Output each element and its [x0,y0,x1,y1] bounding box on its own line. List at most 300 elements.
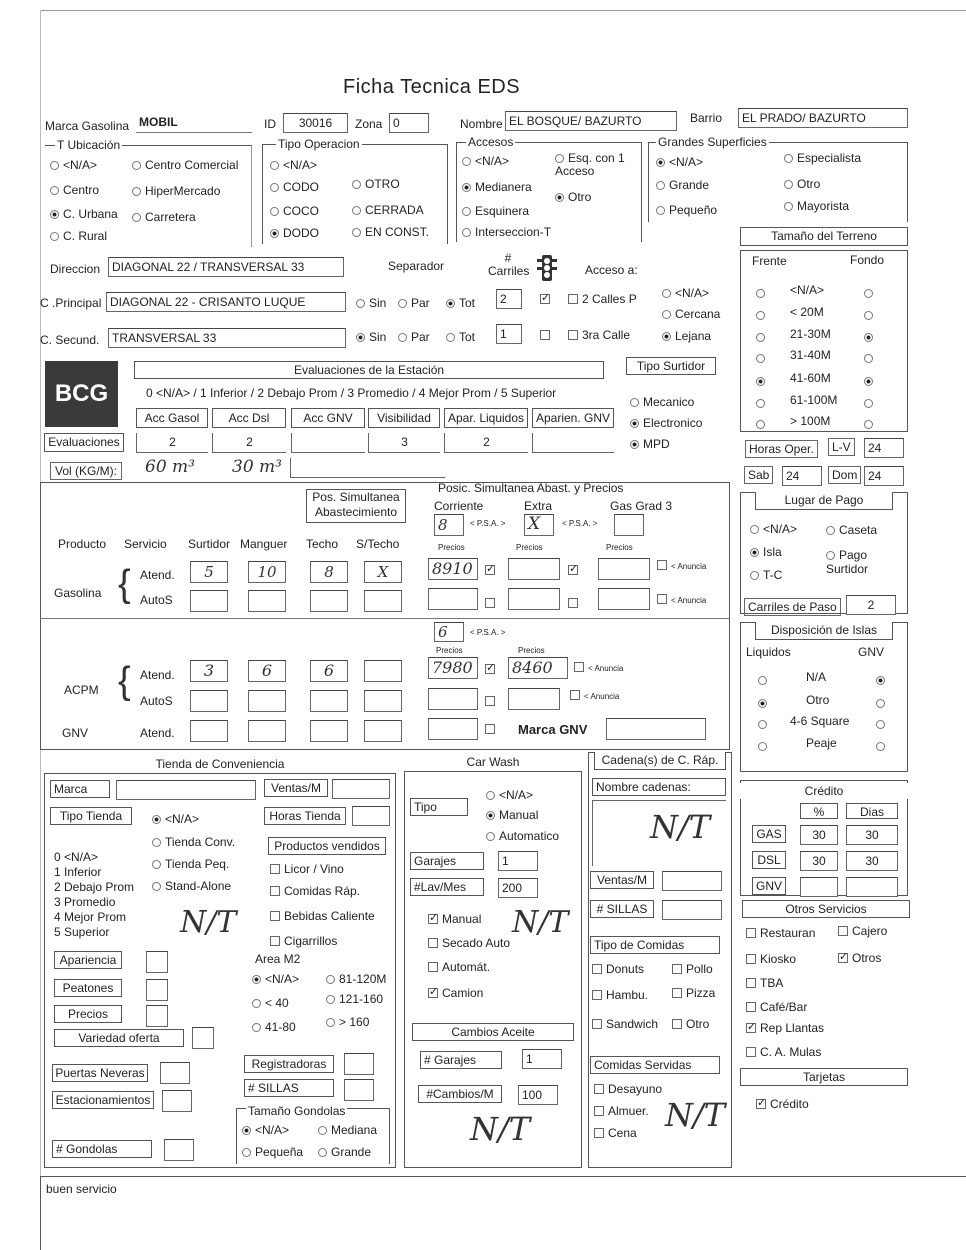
accesos-esquinera[interactable]: Esquinera [462,204,529,218]
terreno-frente: Frente [752,254,787,268]
tipo-op-cerrada[interactable]: CERRADA [352,203,424,217]
pago-title: Lugar de Pago [755,492,893,510]
acpm-precio-1[interactable]: 7980 [428,657,478,679]
acpm-psa: < P.S.A. > [470,628,506,637]
tienda-tipo-stand[interactable]: Stand-Alone [152,879,231,893]
terreno-frente-radio-4[interactable] [756,374,769,388]
acpm-autos-precio-1[interactable] [428,688,478,710]
eval-val-1[interactable]: 2 [212,433,286,453]
credito-row-dias-0[interactable]: 30 [846,825,898,845]
servida-desayuno[interactable]: Desayuno [594,1082,662,1096]
gas-autos-3[interactable] [364,590,402,612]
cw-chk-camion[interactable]: ✓Camion [428,986,483,1000]
gas-autos-2[interactable] [310,590,348,612]
gnv-precio-chk[interactable] [485,722,499,736]
terreno-opt-6: > 100M [790,414,831,428]
terreno-opt-2: 21-30M [790,327,831,341]
gas-autos-precio-1[interactable] [428,588,478,610]
tipo-op-codo[interactable]: CODO [270,180,319,194]
pago-tc[interactable]: T-C [750,568,782,582]
terreno-fondo-radio-2[interactable] [864,330,877,344]
credito-row-pct-0[interactable]: 30 [800,825,838,845]
pago-na[interactable]: <N/A> [750,522,797,536]
accesos-title: Accesos [468,135,514,149]
secund-par[interactable]: Par [398,330,430,344]
acpm-atend-label: Atend. [140,668,175,682]
acpm-autos-label: AutoS [140,694,173,708]
gas-atend-1[interactable]: 10 [248,561,286,583]
estacion-label: Estacionamientos [52,1091,154,1109]
otros-cafe[interactable]: Café/Bar [746,1000,807,1014]
prod-licor[interactable]: Licor / Vino [270,862,344,876]
cw-chk-automat[interactable]: Automát. [428,960,490,974]
gas-pos-gasgrad[interactable] [614,514,644,536]
tienda-marca-field[interactable] [116,780,256,800]
cw-handwriting-2: N/T [470,1110,531,1148]
principal-par[interactable]: Par [398,296,430,310]
eval-row-label: Evaluaciones [44,433,124,452]
comida-pollo[interactable]: Pollo [672,962,713,976]
tienda-scale-2: 2 Debajo Prom [54,880,135,894]
tienda-marca-label: Marca [50,780,110,798]
gond-grande[interactable]: Grande [318,1145,371,1159]
marca-gnv-field[interactable] [606,718,706,740]
accesos-interseccion[interactable]: Interseccion-T [462,225,551,239]
cw-lav-label: #Lav/Mes [410,878,484,896]
gas-autos-chk-2[interactable] [568,596,582,610]
eval-col-2: Acc GNV [291,408,365,428]
tienda-tipo-na[interactable]: <N/A> [152,812,199,826]
ubicacion-urbana[interactable]: C. Urbana [50,207,118,221]
acpm-autos-3[interactable] [364,690,402,712]
credito-row-label-0: GAS [752,825,786,843]
terreno-frente-radio-3[interactable] [756,351,769,365]
terreno-fondo: Fondo [850,253,885,267]
ubicacion-centro-comercial[interactable]: Centro Comercial [132,158,238,172]
gas-pos-corriente[interactable]: 8 [434,514,464,536]
comida-pizza[interactable]: Pizza [672,986,715,1000]
cw-cambios-field[interactable]: 100 [518,1085,558,1105]
cw-chk-secado[interactable]: Secado Auto [428,936,510,950]
cw-manual[interactable]: Manual [486,808,538,822]
acpm-precio-2[interactable]: 8460 [508,657,568,679]
tipo-op-na[interactable]: <N/A> [270,158,317,172]
cadena-nombre-label: Nombre cadenas: [592,778,726,796]
acpm-autos-1[interactable] [248,690,286,712]
prod-header-4: Techo [306,537,339,551]
cw-ngarajes-label: # Garajes [420,1051,502,1069]
acpm-brace-icon: { [118,660,131,702]
eval-val-5[interactable] [532,433,614,453]
cw-ngarajes-field[interactable]: 1 [522,1049,562,1069]
tienda-tipo-peq[interactable]: Tienda Peq. [152,857,229,871]
cw-na[interactable]: <N/A> [486,788,533,802]
gas-precio-extra[interactable] [508,558,560,580]
acpm-atend-0[interactable]: 3 [190,660,228,682]
credito-row-pct-1[interactable]: 30 [800,851,838,871]
acceso-label: Acceso a: [585,263,638,277]
area-81[interactable]: 81-120M [326,972,386,986]
acpm-autos-precio-2[interactable] [508,688,560,710]
cw-auto[interactable]: Automatico [486,829,559,843]
otros-tba[interactable]: TBA [746,976,783,990]
nombre-field[interactable]: EL BOSQUE/ BAZURTO [505,111,677,131]
terreno-fondo-radio-0[interactable] [864,286,877,300]
islas-liq-radio-1[interactable] [758,696,771,710]
terreno-fondo-radio-4[interactable] [864,374,877,388]
terreno-fondo-radio-3[interactable] [864,351,877,365]
cadena-handwriting-2: N/T [665,1096,726,1134]
prod-header-5: S/Techo [356,537,400,551]
prod-bebidas[interactable]: Bebidas Caliente [270,909,375,923]
terreno-opt-1: < 20M [790,305,824,319]
gasolina-label: Gasolina [54,586,102,600]
cadena-sillas-field[interactable] [662,900,722,920]
accesos-otro[interactable]: Otro [555,190,591,204]
grandes-pequeno[interactable]: Pequeño [656,203,717,217]
acpm-anuncia-2[interactable]: < Anuncia [570,690,619,701]
ubicacion-hipermercado[interactable]: HiperMercado [132,184,220,198]
comida-hambu[interactable]: Hambu. [592,988,648,1002]
credito-row-dias-1[interactable]: 30 [846,851,898,871]
pago-caseta[interactable]: Caseta [826,523,877,537]
gnv-atend-0[interactable] [190,720,228,742]
grandes-otro[interactable]: Otro [784,177,820,191]
comentario-box[interactable] [40,1176,966,1250]
gnv-label: GNV [62,726,89,740]
tipo-op-en-const[interactable]: EN CONST. [352,225,429,239]
gas-anuncia-2[interactable]: < Anuncia [657,594,706,605]
comida-sandwich[interactable]: Sandwich [592,1017,658,1031]
tipo-op-dodo[interactable]: DODO [270,226,319,240]
otros-restauran[interactable]: Restauran [746,926,815,940]
puertas-field[interactable] [160,1062,190,1084]
gnv-precio[interactable] [428,718,478,740]
secund-sin[interactable]: Sin [356,330,386,344]
accesos-esq[interactable]: Esq. con 1 Acceso [555,151,625,178]
tienda-scale-4: 4 Mejor Prom [54,910,127,924]
tipo-op-otro[interactable]: OTRO [352,177,400,191]
acpm-autos-chk-1[interactable] [485,694,499,708]
terreno-opt-3: 31-40M [790,348,831,362]
vol-gasol[interactable]: 60 m³ [145,457,195,477]
puertas-label: Puertas Neveras [52,1064,148,1082]
acpm-precio-1-chk[interactable] [485,662,499,676]
horas-sab: Sab [744,466,773,484]
id-field[interactable]: 30016 [283,113,348,133]
tienda-horas-field[interactable] [352,806,390,826]
tarjetas-title: Tarjetas [740,1068,908,1086]
gas-autos-0[interactable] [190,590,228,612]
tarjeta-credito[interactable]: ✓Crédito [756,1097,809,1111]
secund-field[interactable]: TRANSVERSAL 33 [108,328,346,348]
precios-label-1: Precios [438,543,465,552]
credito-row-label-2: GNV [752,877,786,895]
islas-liq-radio-2[interactable] [758,717,771,731]
gas-atend-3[interactable]: X [364,561,402,583]
acpm-label: ACPM [64,683,99,697]
precios-label-3: Precios [606,543,633,552]
apariencia-field[interactable] [146,951,168,973]
gond-pequena[interactable]: Pequeña [242,1145,303,1159]
prod-comidas[interactable]: Comidas Ráp. [270,884,360,898]
horas-lv: L-V [828,438,855,456]
cw-garajes-field[interactable]: 1 [498,851,538,871]
gas-autos-label: AutoS [140,593,173,607]
registradoras-label: Registradoras [244,1055,334,1073]
ubicacion-rural[interactable]: C. Rural [50,229,107,243]
cadena-tipo-label: Tipo de Comidas [590,936,720,954]
gnv-atend-3[interactable] [364,720,402,742]
otros-otros[interactable]: ✓ Otros [838,951,881,965]
carwash-title: Car Wash [404,754,582,772]
credito-row-dias-2[interactable] [846,877,898,897]
gas-autos-chk-1[interactable] [485,596,499,610]
area-121[interactable]: 121-160 [326,992,383,1006]
eval-val-3[interactable]: 3 [368,433,440,453]
eval-val-0[interactable]: 2 [136,433,208,453]
otros-title: Otros Servicios [742,900,910,918]
principal-label: C .Principal [40,296,102,310]
otros-rep-llantas[interactable]: ✓Rep Llantas [746,1021,824,1035]
cw-chk-manual[interactable]: ✓Manual [428,912,481,926]
islas-liq-radio-0[interactable] [758,673,771,687]
cadena-ventas-label: Ventas/M [590,871,654,889]
gondolas-field[interactable] [164,1139,194,1161]
secund-check-1[interactable] [540,328,554,342]
gond-mediana[interactable]: Mediana [318,1123,377,1137]
area-na[interactable]: <N/A> [252,972,299,986]
grandes-mayorista[interactable]: Mayorista [784,199,849,213]
islas-opt-1: Otro [806,693,830,707]
marca-field[interactable]: MOBIL [136,113,252,133]
credito-dias-header: Dias [846,803,898,819]
precios-label: Precios [54,1005,122,1023]
terreno-frente-radio-0[interactable] [756,286,769,300]
accesos-medianera[interactable]: Medianera [462,180,532,194]
eval-val-4[interactable]: 2 [444,433,528,453]
acpm-autos-2[interactable] [310,690,348,712]
secund-label: C. Secund. [40,333,100,347]
registradoras-field[interactable] [344,1053,374,1075]
gas-precio-extra-chk[interactable] [568,563,582,577]
estacion-field[interactable] [162,1090,192,1112]
otros-mulas[interactable]: C. A. Mulas [746,1045,821,1059]
calle3-check[interactable]: 3ra Calle [568,328,630,342]
variedad-field[interactable] [192,1027,214,1049]
acpm-atend-1[interactable]: 6 [248,660,286,682]
gas-precio-corr-chk[interactable] [485,563,499,577]
pago-carriles-field[interactable]: 2 [846,595,896,615]
area-41[interactable]: 41-80 [252,1020,296,1034]
otros-kiosko[interactable]: Kiosko [746,952,796,966]
pos-sim-title: Pos. Simultanea Abastecimiento [306,489,406,523]
terreno-opt-4: 41-60M [790,371,831,385]
eval-col-0: Acc Gasol [136,408,208,428]
islas-title: Disposición de Islas [755,622,893,640]
peatones-field[interactable] [146,979,168,1001]
gond-title: Tamaño Gondolas [248,1104,346,1118]
eval-val-2[interactable] [291,433,365,453]
terreno-frente-radio-1[interactable] [756,308,769,322]
terreno-frente-radio-6[interactable] [756,417,769,431]
prod-cigarrillos[interactable]: Cigarrillos [270,934,337,948]
gas-atend-2[interactable]: 8 [310,561,348,583]
servida-almuer[interactable]: Almuer. [594,1104,649,1118]
credito-row-pct-2[interactable] [800,877,838,897]
carriles-label: # Carriles [488,251,530,278]
otros-cajero[interactable]: Cajero [838,924,887,938]
variedad-label: Variedad oferta [54,1029,184,1047]
islas-opt-0: N/A [806,670,827,684]
acceso-na[interactable]: <N/A> [662,286,709,300]
servida-cena[interactable]: Cena [594,1126,637,1140]
tipo-operacion-title: Tipo Operacion [278,137,360,151]
ubicacion-na[interactable]: <N/A> [50,158,97,172]
tienda-horas-label: Horas Tienda [264,807,346,825]
acpm-autos-0[interactable] [190,690,228,712]
acpm-anuncia-1[interactable]: < Anuncia [574,662,623,673]
prod-header-1: Servicio [124,537,167,551]
prod-header-0: Producto [58,537,107,551]
comentario-text: buen servicio [46,1182,117,1196]
acpm-precios-1: Precios [436,646,463,655]
terreno-frente-radio-2[interactable] [756,330,769,344]
eval-title: Evaluaciones de la Estación [134,361,604,379]
cadena-servidas-label: Comidas Servidas [590,1056,720,1074]
gas-atend-0[interactable]: 5 [190,561,228,583]
vol-gnv[interactable] [290,458,445,478]
cw-lav-field[interactable]: 200 [498,878,538,898]
acpm-atend-2[interactable]: 6 [310,660,348,682]
separador-label: Separador [388,259,445,273]
islas-gnv-radio-3[interactable] [876,739,889,753]
carriles-principal[interactable]: 2 [496,289,522,309]
precios-label-2: Precios [516,543,543,552]
marca-label: Marca Gasolina [45,119,130,133]
islas-gnv-radio-1[interactable] [876,696,889,710]
direccion-field[interactable]: DIAGONAL 22 / TRANSVERSAL 33 [108,257,344,277]
gasgrad-label: Gas Grad 3 [610,499,673,513]
carriles-secund[interactable]: 1 [496,324,522,344]
terreno-frente-radio-5[interactable] [756,396,769,410]
gas-autos-precio-3[interactable] [598,588,650,610]
accesos-na[interactable]: <N/A> [462,154,509,168]
gas-autos-precio-2[interactable] [508,588,560,610]
cadena-handwriting: N/T [650,808,711,846]
calles2p-check[interactable]: 2 Calles P [568,292,637,306]
horas-sab-field[interactable]: 24 [782,466,822,486]
carwash-tipo-label: Tipo [410,798,468,816]
pago-carriles-label: Carriles de Paso [744,598,841,616]
principal-tot[interactable]: Tot [446,296,475,310]
gas-precio-corriente[interactable]: 8910 [428,558,478,580]
surtidor-mpd[interactable]: MPD [630,437,670,451]
area-label: Area M2 [255,952,301,966]
peatones-label: Peatones [54,979,122,997]
gnv-atend-1[interactable] [248,720,286,742]
grandes-especialista[interactable]: Especialista [784,151,861,165]
traffic-light-icon [536,254,558,282]
zona-field[interactable]: 0 [389,113,429,133]
terreno-fondo-radio-6[interactable] [864,417,877,431]
gas-autos-1[interactable] [248,590,286,612]
ubicacion-carretera[interactable]: Carretera [132,210,196,224]
apariencia-label: Apariencia [54,951,122,969]
tienda-sillas-label: # SILLAS [244,1079,334,1097]
comida-donuts[interactable]: Donuts [592,962,644,976]
islas-gnv: GNV [858,645,885,659]
horas-lv-field[interactable]: 24 [864,438,904,458]
terreno-fondo-radio-1[interactable] [864,308,877,322]
vol-dsl[interactable]: 30 m³ [232,457,282,477]
pago-surtidor[interactable]: Pago Surtidor [826,548,869,576]
surtidor-electronico[interactable]: Electronico [630,416,702,430]
prod-header-3: Manguer [240,537,288,551]
gas-precio-gasgrad[interactable] [598,558,650,580]
tienda-tipo-conv[interactable]: Tienda Conv. [152,835,235,849]
terreno-title: Tamaño del Terreno [740,227,908,246]
cadena-ventas-field[interactable] [662,871,722,891]
id-label: ID [264,117,276,131]
cw-handwriting: N/T [512,905,569,940]
grandes-grande[interactable]: Grande [656,178,709,192]
acpm-precios-2: Precios [518,646,545,655]
islas-gnv-radio-0[interactable] [876,673,889,687]
acpm-atend-3[interactable] [364,660,402,682]
pago-isla[interactable]: Isla [750,545,782,559]
barrio-field[interactable]: EL PRADO/ BAZURTO [738,108,908,128]
tienda-scale-5: 5 Superior [54,925,110,939]
cadena-title: Cadena(s) de C. Ráp. [594,752,726,770]
islas-gnv-radio-2[interactable] [876,717,889,731]
principal-check-1[interactable] [540,292,554,306]
gas-anuncia-1[interactable]: < Anuncia [657,560,706,571]
ubicacion-title: T Ubicación [57,138,121,152]
terreno-fondo-radio-5[interactable] [864,396,877,410]
gas-pos-extra[interactable]: X [524,514,554,536]
surtidor-mecanico[interactable]: Mecanico [630,395,694,409]
islas-opt-3: Peaje [806,736,837,750]
ubicacion-centro[interactable]: Centro [50,183,99,197]
tienda-sillas-field[interactable] [344,1079,374,1101]
grandes-na[interactable]: <N/A> [656,155,703,169]
vol-label: Vol (KG/M): [50,462,122,480]
islas-liquidos: Liquidos [746,645,791,659]
gond-na[interactable]: <N/A> [242,1123,289,1137]
islas-liq-radio-3[interactable] [758,739,771,753]
acceso-lejana[interactable]: Lejana [662,329,711,343]
comida-otro[interactable]: Otro [672,1017,709,1031]
secund-tot[interactable]: Tot [446,330,475,344]
horas-dom-field[interactable]: 24 [864,466,904,486]
islas-opt-2: 4-6 Square [790,714,850,728]
tipo-op-coco[interactable]: COCO [270,204,319,218]
gnv-atend-2[interactable] [310,720,348,742]
acceso-cercana[interactable]: Cercana [662,307,720,321]
principal-field[interactable]: DIAGONAL 22 - CRISANTO LUQUE [106,292,346,312]
precios-field[interactable] [146,1005,168,1027]
area-160[interactable]: > 160 [326,1015,369,1029]
tienda-ventas-field[interactable] [332,779,390,799]
acpm-pos[interactable]: 6 [434,622,464,642]
direccion-label: Direccion [50,262,101,276]
eval-col-3: Visibilidad [368,408,440,428]
principal-sin[interactable]: Sin [356,296,386,310]
cadena-sillas-label: # SILLAS [590,900,654,918]
area-40[interactable]: < 40 [252,996,289,1010]
tienda-scale-0: 0 <N/A> [54,850,99,864]
